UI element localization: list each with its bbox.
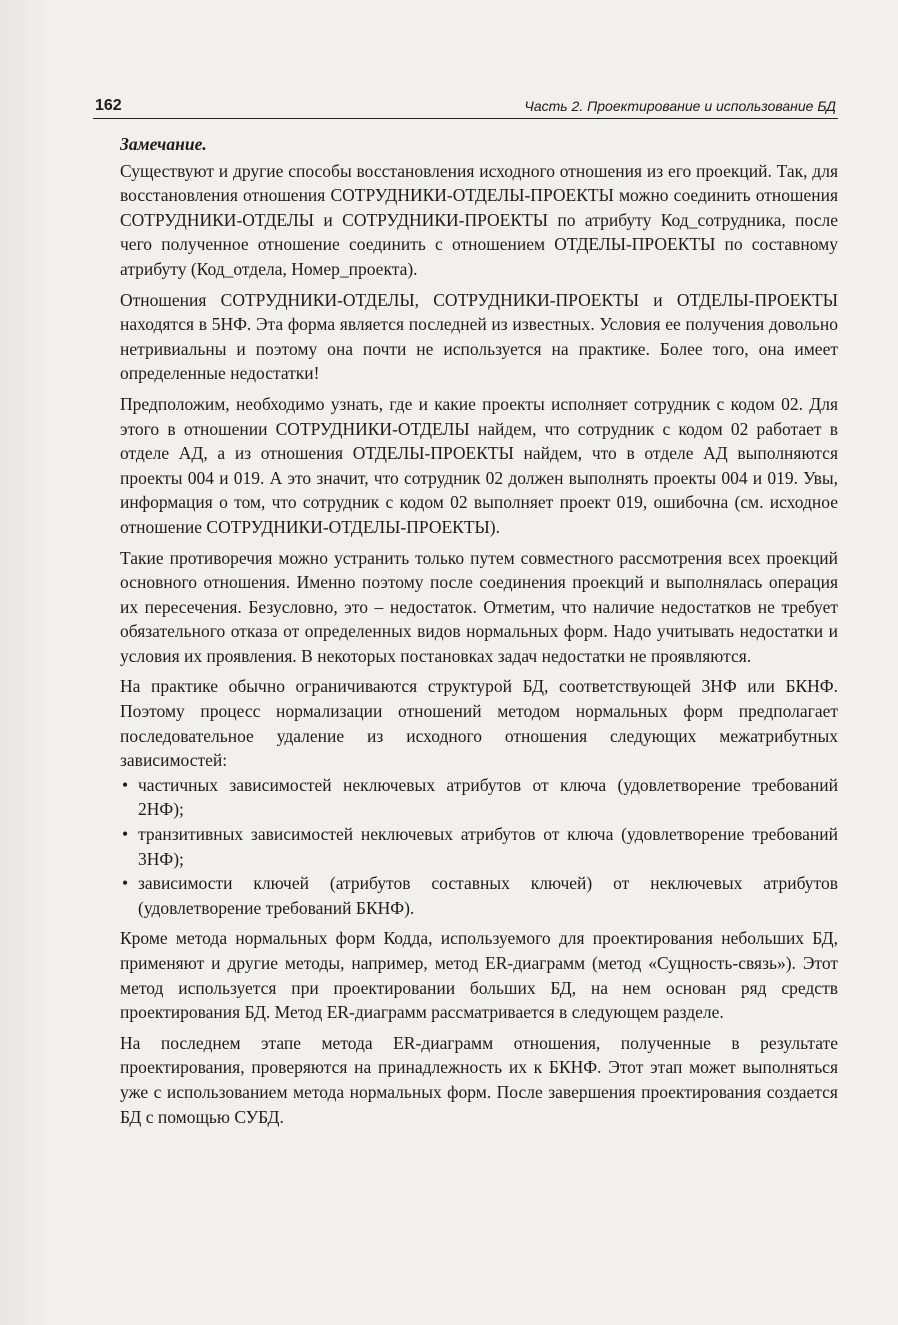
bullet-dot-icon: •: [122, 873, 129, 894]
bullet-text: частичных зависимостей неключевых атрибутов от ключа (удовлетворение требований 2НФ);: [138, 774, 838, 820]
note-heading: Замечание.: [120, 134, 207, 154]
page-body: [120, 132, 838, 1135]
bullet-list: [120, 773, 838, 921]
bullet-item: [120, 822, 838, 871]
bullet-dot-icon: •: [122, 824, 129, 845]
bullet-item: [120, 773, 838, 822]
paragraph: Предположим, необходимо узнать, где и какие проекты исполняет сотрудник с кодом 02. Для этого в отношении СОТРУДНИКИ-ОТДЕЛЫ найдем, что сотрудник с кодом 02 работает в отделе АД, а из отношения ОТДЕЛЫ-ПРОЕКТЫ найдем, что в отделе АД выполняются проекты 004 и 019. А это значит, что сотрудник 02 должен выполнять проекты 004 и 019. Увы, информация о том, что сотрудник с кодом 02 выполняет проект 019, ошибочна (см. исходное отношение СОТРУДНИКИ-ОТДЕЛЫ-ПРОЕКТЫ).: [120, 393, 838, 537]
page-fold-shadow: [0, 0, 50, 1325]
running-title: Часть 2. Проектирование и использование БД: [524, 98, 836, 114]
paragraph: На практике обычно ограничиваются структурой БД, соответствующей 3НФ или БКНФ. Поэтому процесс нормализации отношений методом нормальных форм предполагает последовательное удаление из исходного отношения следующих межатрибутных зависимостей:: [120, 676, 838, 771]
bullet-dot-icon: •: [122, 774, 129, 795]
paragraph: Кроме метода нормальных форм Кодда, используемого для проектирования небольших БД, применяют и другие методы, например, метод ER-диаграмм (метод «Сущность-связь»). Этот метод используется при проектировании больших БД, на нем основан ряд средств проектирования БД. Метод ER-диаграмм рассматривается в следующем разделе.: [120, 928, 838, 1023]
page-header: [93, 96, 838, 119]
bullet-item: [120, 871, 838, 920]
paragraph: Существуют и другие способы восстановления исходного отношения из его проекций. Так, для восстановления отношения СОТРУДНИКИ-ОТДЕЛЫ-ПРОЕКТЫ можно соединить отношения СОТРУДНИКИ-ОТДЕЛЫ и СОТРУДНИКИ-ПРОЕКТЫ по атрибуту Код_сотрудника, после чего полученное отношение соединить с отношением ОТДЕЛЫ-ПРОЕКТЫ по составному атрибуту (Код_отдела, Номер_проекта).: [120, 160, 838, 279]
paragraph: На последнем этапе метода ER-диаграмм отношения, полученные в результате проектирования, проверяются на принадлежность их к БКНФ. Этот этап может выполняться уже с использованием метода нормальных форм. После завершения проектирования создается БД с помощью СУБД.: [120, 1032, 838, 1127]
paragraph: Такие противоречия можно устранить только путем совместного рассмотрения всех проекций основного отношения. Именно поэтому после соединения проекций и выполнялась операция их пересечения. Безусловно, это – недостаток. Отметим, что наличие недостатков не требует обязательного отказа от определенных видов нормальных форм. Надо учитывать недостатки и условия их проявления. В некоторых постановках задач недостатки не проявляются.: [120, 547, 838, 666]
page-number: 162: [95, 97, 122, 114]
bullet-text: зависимости ключей (атрибутов составных ключей) от неключевых атрибутов (удовлетворение требований БКНФ).: [138, 873, 838, 918]
bullet-text: транзитивных зависимостей неключевых атрибутов от ключа (удовлетворение требований 3НФ);: [138, 824, 838, 869]
paragraph: Отношения СОТРУДНИКИ-ОТДЕЛЫ, СОТРУДНИКИ-ПРОЕКТЫ и ОТДЕЛЫ-ПРОЕКТЫ находятся в 5НФ. Эта форма является последней из известных. Условия ее получения довольно нетривиальны и поэтому она почти не используется на практике. Более того, она имеет определенные недостатки!: [120, 289, 838, 384]
